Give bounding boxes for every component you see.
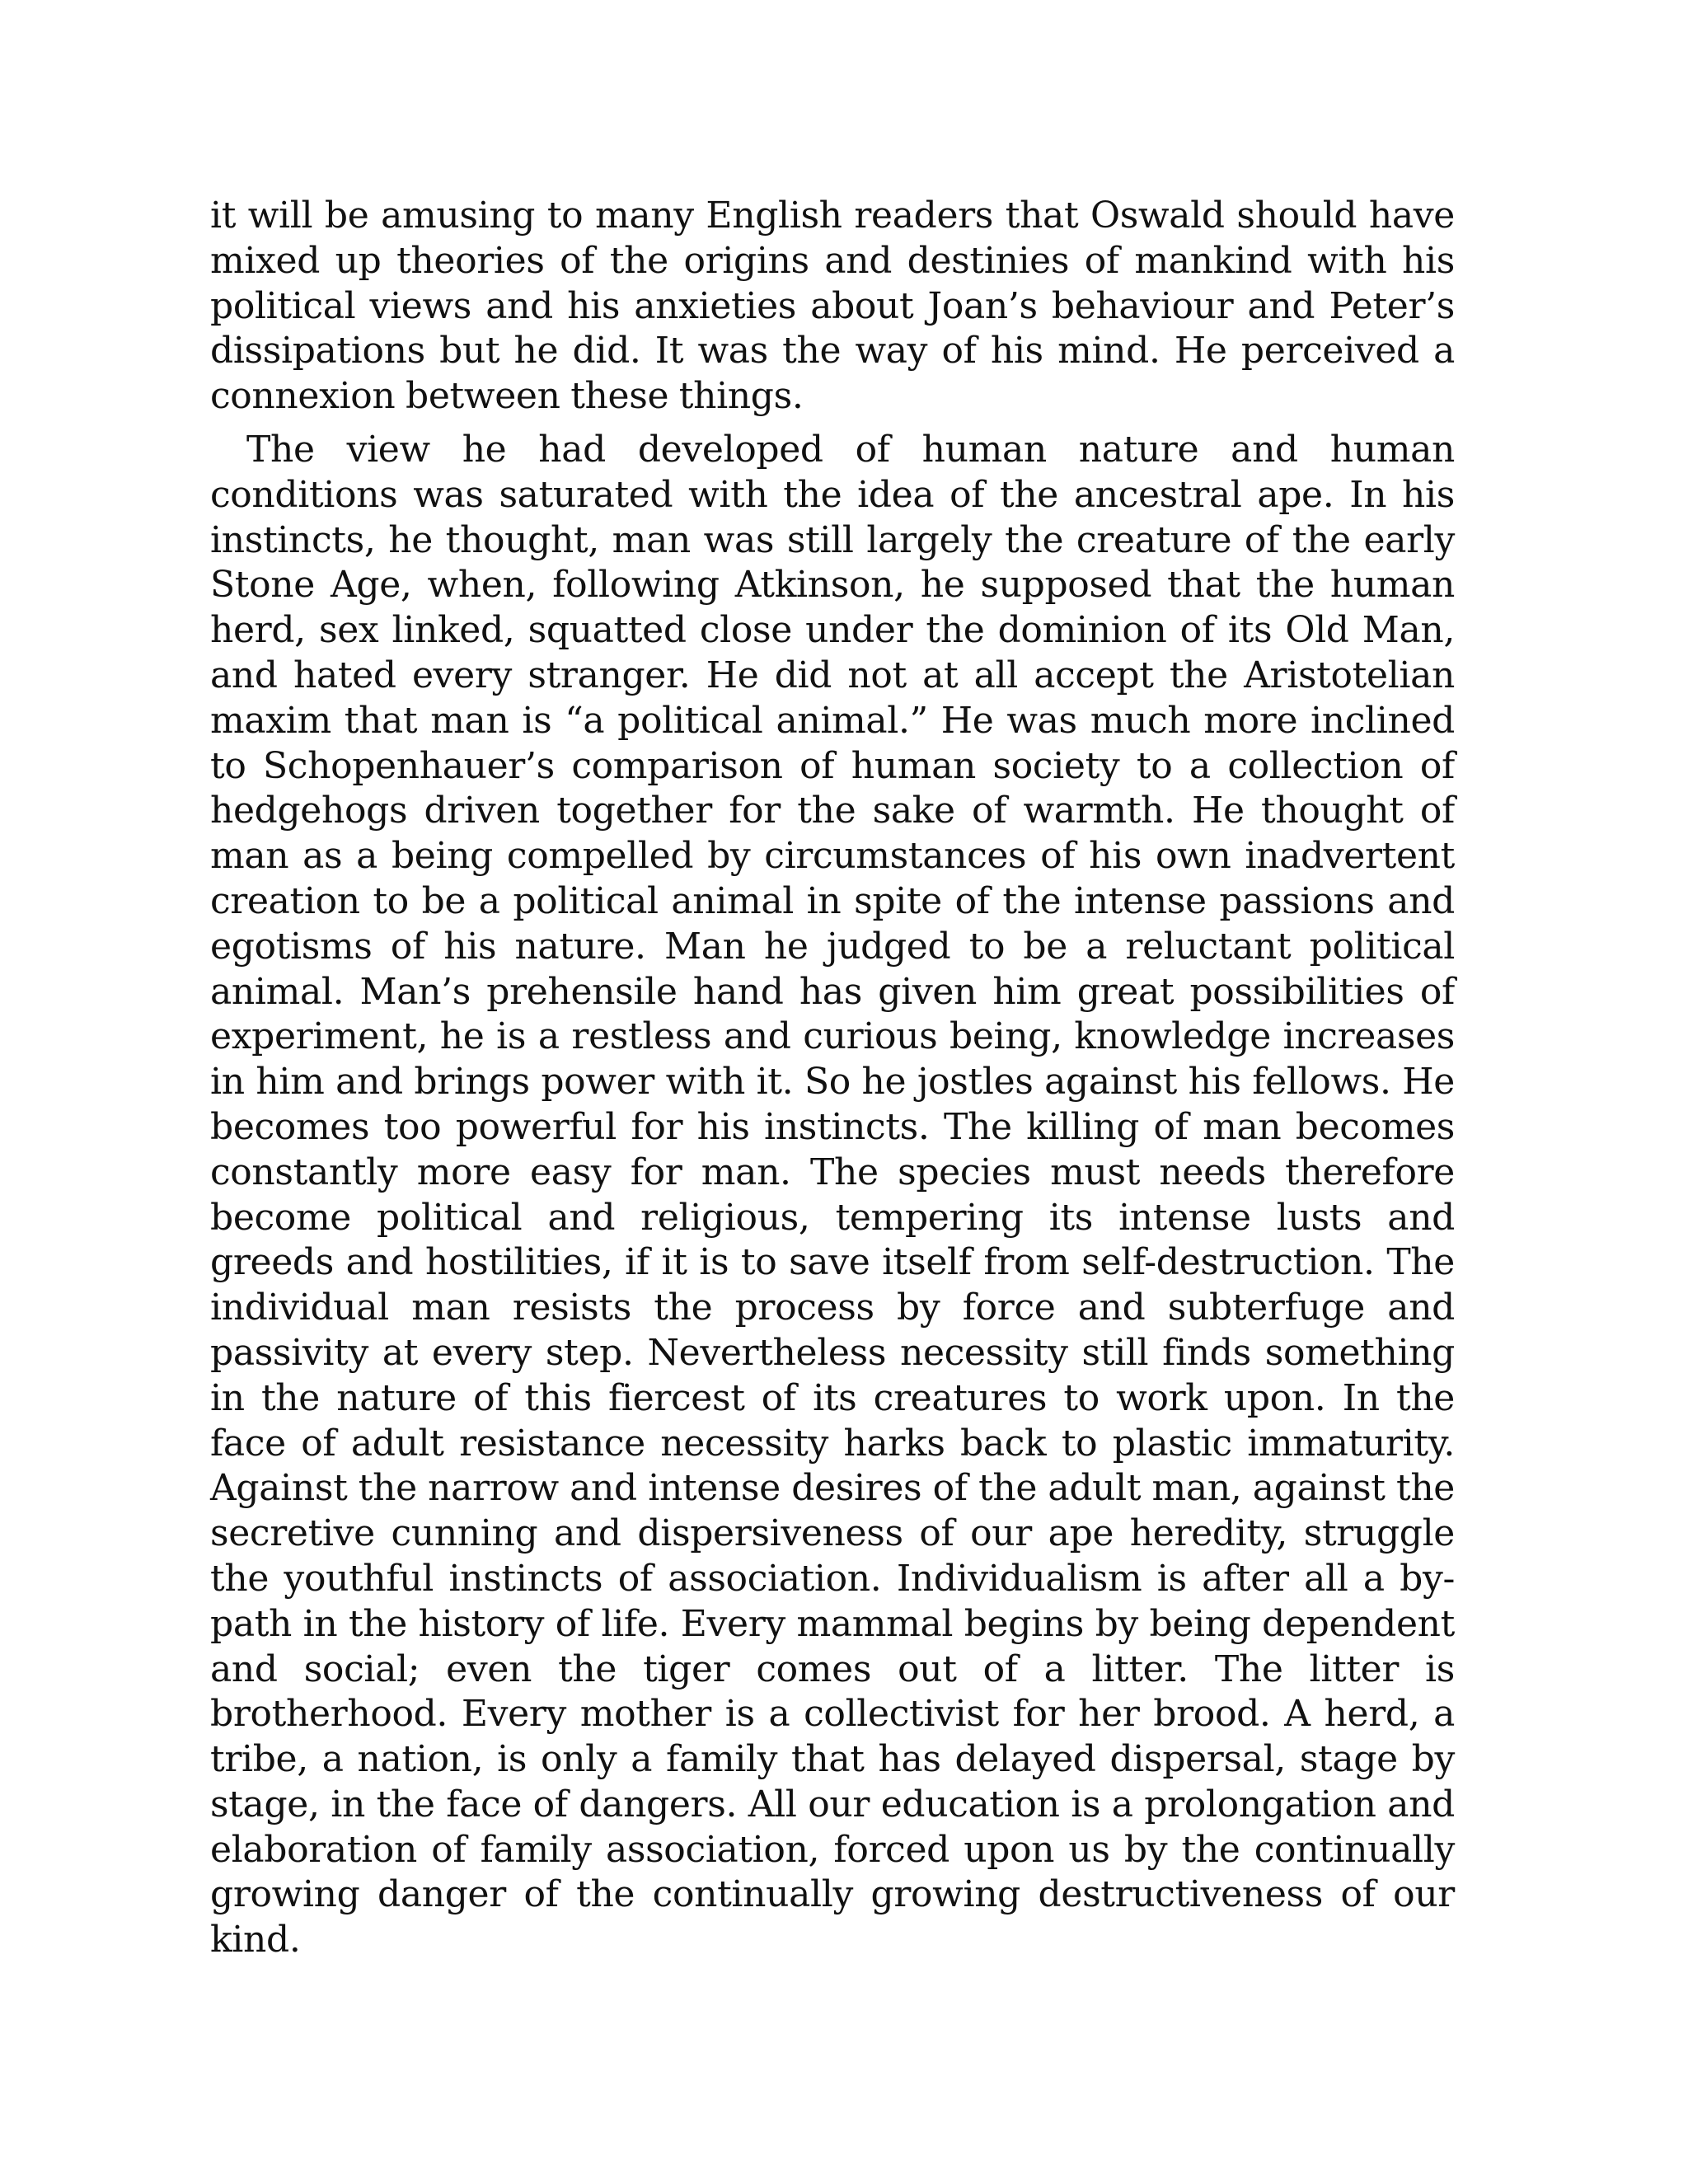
paragraph-1: it will be amusing to many English readers that Oswald should have mixed up theories of the origins and destinies of mankind with his political views and his anxieties about Joan’s behaviour and Peter’s dissipations but he did. It was the way of his mind. He perceived a connexion between these things. (210, 194, 1455, 418)
body-text (210, 194, 1455, 1963)
paragraph-2: The view he had developed of human nature and human conditions was saturated with the idea of the ancestral ape. In his instincts, he thought, man was still largely the creature of the early Stone Age, when, following Atkinson, he supposed that the human herd, sex linked, squatted close under the dominion of its Old Man, and hated every stranger. He did not at all accept the Aristotelian maxim that man is “a political animal.” He was much more inclined to Schopenhauer’s comparison of human society to a collection of hedgehogs driven together for the sake of warmth. He thought of man as a being compelled by circumstances of his own inadvertent creation to be a political animal in spite of the intense passions and egotisms of his nature. Man he judged to be a reluctant political animal. Man’s prehensile hand has given him great possibilities of experiment, he is a restless and curious being, knowledge increases in him and brings power with it. So he jostles against his fellows. He becomes too powerful for his instincts. The killing of man becomes constantly more easy for man. The species must needs therefore become political and religious, tempering its intense lusts and greeds and hostilities, if it is to save itself from self-destruction. The individual man resists the process by force and subterfuge and passivity at every step. Nevertheless necessity still finds something in the nature of this fiercest of its creatures to work upon. In the face of adult resistance necessity harks back to plastic immaturity. Against the narrow and intense desires of the adult man, against the secretive cunning and dispersiveness of our ape heredity, struggle the youthful instincts of association. Individualism is after all a by-path in the history of life. Every mammal begins by being dependent and social; even the tiger comes out of a litter. The litter is brotherhood. Every mother is a collectivist for her brood. A herd, a tribe, a nation, is only a family that has delayed dispersal, stage by stage, in the face of dangers. All our education is a prolongation and elaboration of family association, forced upon us by the continually growing danger of the continually growing destructiveness of our kind. (210, 428, 1455, 1961)
